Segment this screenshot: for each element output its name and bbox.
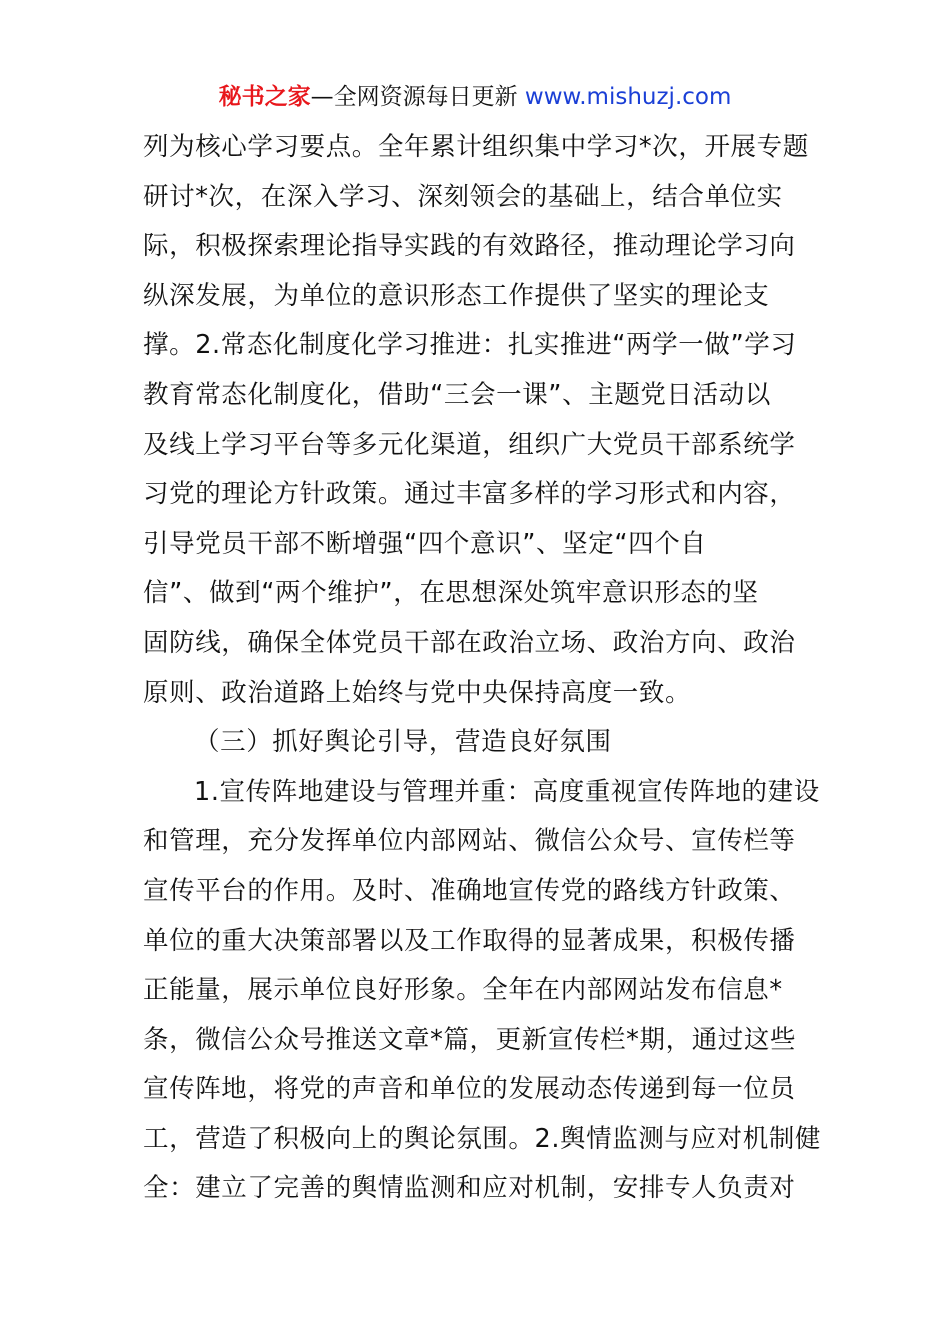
- site-url: www.mishuzj.com: [524, 84, 732, 110]
- text-line: 宣传平台的作用。及时、准确地宣传党的路线方针政策、: [143, 875, 796, 906]
- text-line: 纵深发展，为单位的意识形态工作提供了坚实的理论支: [143, 280, 770, 311]
- text-line: 原则、政治道路上始终与党中央保持高度一致。: [143, 677, 692, 708]
- page-header: [0, 82, 950, 112]
- text-line: 列为核心学习要点。全年累计组织集中学习*次，开展专题: [143, 132, 809, 162]
- text-line: 固防线，确保全体党员干部在政治立场、政治方向、政治: [143, 627, 796, 658]
- text-line: 条，微信公众号推送文章*篇，更新宣传栏*期，通过这些: [143, 1024, 797, 1055]
- text-line: 际，积极探索理论指导实践的有效路径，推动理论学习向: [143, 231, 796, 262]
- text-line: 和管理，充分发挥单位内部网站、微信公众号、宣传栏等: [143, 826, 796, 857]
- text-line: 习党的理论方针政策。通过丰富多样的学习形式和内容，: [143, 479, 796, 510]
- text-line: 引导党员干部不断增强“四个意识”、坚定“四个自: [143, 528, 707, 559]
- document-body: [143, 123, 822, 1214]
- text-line: 信”、做到“两个维护”，在思想深处筑牢意识形态的坚: [143, 578, 759, 609]
- header-tagline: —全网资源每日更新: [310, 84, 525, 110]
- text-line: 工，营造了积极向上的舆论氛围。2.舆情监测与应对机制健: [143, 1123, 822, 1154]
- text-line: 教育常态化制度化，借助“三会一课”、主题党日活动以: [143, 379, 771, 410]
- paragraph-start-line: 1.宣传阵地建设与管理并重：高度重视宣传阵地的建设: [194, 776, 820, 807]
- section-heading: （三）抓好舆论引导，营造良好氛围: [194, 727, 612, 758]
- text-line: 单位的重大决策部署以及工作取得的显著成果，积极传播: [143, 925, 796, 956]
- text-line: 及线上学习平台等多元化渠道，组织广大党员干部系统学: [143, 429, 796, 460]
- text-line: 撑。2.常态化制度化学习推进：扎实推进“两学一做”学习: [143, 330, 797, 361]
- text-line: 全：建立了完善的舆情监测和应对机制，安排专人负责对: [143, 1173, 796, 1204]
- text-line: 宣传阵地，将党的声音和单位的发展动态传递到每一位员: [143, 1074, 796, 1105]
- text-line: 正能量，展示单位良好形象。全年在内部网站发布信息*: [143, 975, 783, 1006]
- brand-name: 秘书之家: [218, 84, 311, 110]
- text-line: 研讨*次，在深入学习、深刻领会的基础上，结合单位实: [143, 181, 783, 212]
